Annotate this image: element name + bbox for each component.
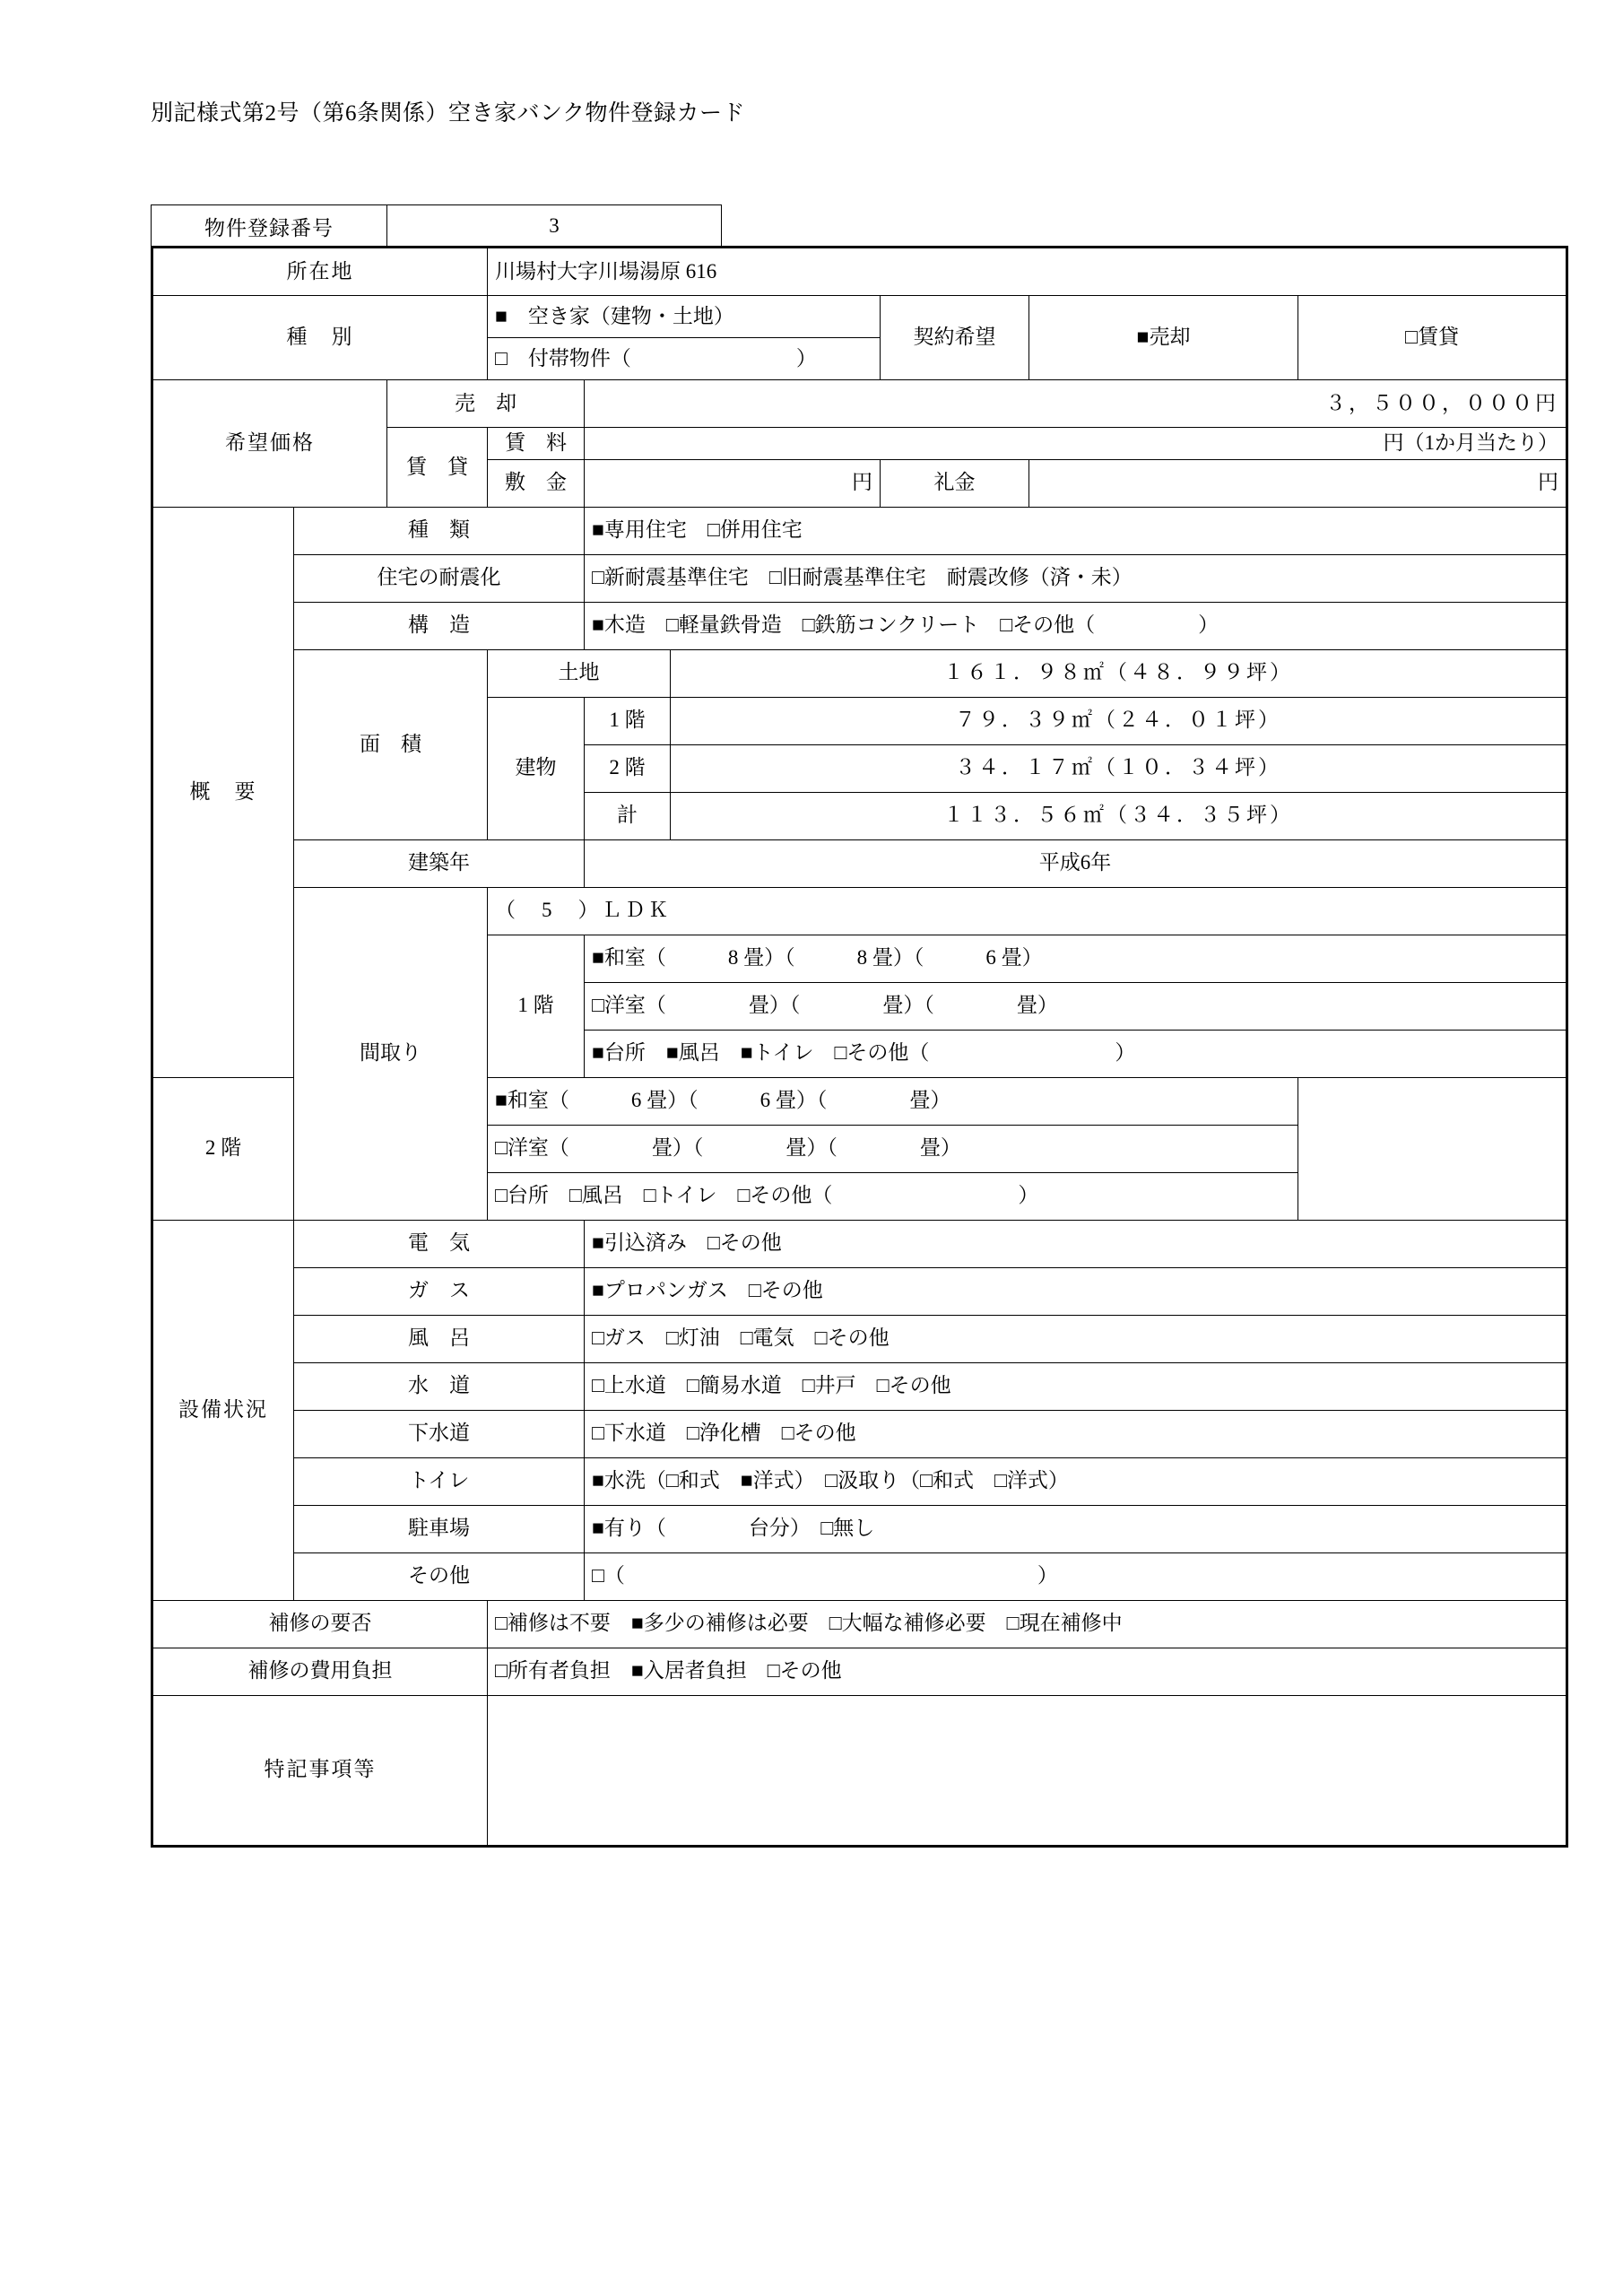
area-total-value: １１３．５６㎡（３４．３５坪）: [671, 792, 1567, 839]
table-row-ldk: [152, 887, 1567, 935]
equipment-item-value[interactable]: □下水道 □浄化槽 □その他: [585, 1410, 1567, 1457]
table-row-address: [152, 248, 1567, 296]
table-row-equipment-7: [152, 1552, 1567, 1600]
key-money-label: 礼金: [881, 459, 1029, 507]
build-year-value: 平成6年: [585, 839, 1567, 887]
equipment-item-value[interactable]: ■引込済み □その他: [585, 1220, 1567, 1267]
equipment-item-label: 水 道: [294, 1362, 585, 1410]
area-floor1-value: ７９．３９㎡（２４．０１坪）: [671, 697, 1567, 744]
floor2-western-rooms[interactable]: □洋室（ 畳）（ 畳）（ 畳）: [488, 1125, 1298, 1172]
table-row-price-sale: [152, 380, 1567, 428]
structure-label: 構 造: [294, 602, 585, 649]
equipment-item-value[interactable]: □（ ）: [585, 1552, 1567, 1600]
floor1-western-rooms[interactable]: □洋室（ 畳）（ 畳）（ 畳）: [585, 982, 1567, 1030]
deposit-label: 敷 金: [488, 459, 585, 507]
floor2-facilities[interactable]: □台所 □風呂 □トイレ □その他（ ）: [488, 1172, 1298, 1220]
rent-fee-label: 賃 料: [488, 428, 585, 460]
price-sale-label: 売 却: [387, 380, 585, 428]
table-row-equipment-0: [152, 1220, 1567, 1267]
equipment-item-value[interactable]: ■有り（ 台分） □無し: [585, 1505, 1567, 1552]
table-row-year: [152, 839, 1567, 887]
table-row-repair-need: [152, 1600, 1567, 1648]
type-label: 種 別: [152, 296, 488, 380]
layout-label: 間取り: [294, 887, 488, 1220]
contract-option-sale[interactable]: ■売却: [1029, 296, 1298, 380]
remarks-label: 特記事項等: [152, 1695, 488, 1846]
desired-price-label: 希望価格: [152, 380, 387, 508]
table-row-equipment-3: [152, 1362, 1567, 1410]
repair-need-label: 補修の要否: [152, 1600, 488, 1648]
equipment-item-value[interactable]: □上水道 □簡易水道 □井戸 □その他: [585, 1362, 1567, 1410]
kind-value[interactable]: ■専用住宅 □併用住宅: [585, 507, 1567, 554]
outline-label: 概 要: [152, 507, 294, 1077]
layout-floor2-label: 2 階: [152, 1077, 294, 1220]
build-year-label: 建築年: [294, 839, 585, 887]
equipment-item-value[interactable]: ■プロパンガス □その他: [585, 1267, 1567, 1315]
equipment-item-label: 下水道: [294, 1410, 585, 1457]
contract-option-rent[interactable]: □賃貸: [1298, 296, 1567, 380]
area-label: 面 積: [294, 649, 488, 839]
table-row-repair-cost: [152, 1648, 1567, 1695]
address-label: 所在地: [152, 248, 488, 296]
property-registration-table: [151, 246, 1568, 1848]
registration-number-label: 物件登録番号: [152, 205, 387, 248]
floor1-facilities[interactable]: ■台所 ■風呂 ■トイレ □その他（ ）: [585, 1030, 1567, 1077]
table-row-area-land: [152, 649, 1567, 697]
page-title: 別記様式第2号（第6条関係）空き家バンク物件登録カード: [151, 101, 746, 126]
area-building-label: 建物: [488, 697, 585, 839]
table-row-type: [152, 296, 1567, 338]
deposit-value: 円: [585, 459, 881, 507]
ldk-value: （ 5 ）ＬＤＫ: [488, 887, 1567, 935]
address-value: 川場村大字川場湯原 616: [488, 248, 1567, 296]
equipment-item-label: 風 呂: [294, 1315, 585, 1362]
layout-floor1-label: 1 階: [488, 935, 585, 1077]
area-floor2-value: ３４．１７㎡（１０．３４坪）: [671, 744, 1567, 792]
kind-label: 種 類: [294, 507, 585, 554]
quake-label: 住宅の耐震化: [294, 554, 585, 602]
equipment-label: 設備状況: [152, 1220, 294, 1600]
area-floor2-label: 2 階: [585, 744, 671, 792]
type-option-vacant-house[interactable]: ■ 空き家（建物・土地）: [488, 296, 881, 338]
equipment-item-label: トイレ: [294, 1457, 585, 1505]
key-money-value: 円: [1029, 459, 1567, 507]
equipment-item-label: 駐車場: [294, 1505, 585, 1552]
equipment-item-label: 電 気: [294, 1220, 585, 1267]
table-row-equipment-4: [152, 1410, 1567, 1457]
contract-preference-label: 契約希望: [881, 296, 1029, 380]
repair-need-value[interactable]: □補修は不要 ■多少の補修は必要 □大幅な補修必要 □現在補修中: [488, 1600, 1567, 1648]
repair-cost-value[interactable]: □所有者負担 ■入居者負担 □その他: [488, 1648, 1567, 1695]
area-land-label: 土地: [488, 649, 671, 697]
registration-number-value: 3: [387, 205, 722, 248]
table-row-equipment-1: [152, 1267, 1567, 1315]
equipment-item-label: その他: [294, 1552, 585, 1600]
table-row: [152, 205, 722, 248]
table-row-equipment-2: [152, 1315, 1567, 1362]
table-row-equipment-6: [152, 1505, 1567, 1552]
equipment-item-value[interactable]: ■水洗（□和式 ■洋式） □汲取り（□和式 □洋式）: [585, 1457, 1567, 1505]
equipment-item-value[interactable]: □ガス □灯油 □電気 □その他: [585, 1315, 1567, 1362]
rent-fee-value: 円（1か月当たり）: [585, 428, 1567, 460]
area-total-label: 計: [585, 792, 671, 839]
equipment-item-label: ガ ス: [294, 1267, 585, 1315]
structure-value[interactable]: ■木造 □軽量鉄骨造 □鉄筋コンクリート □その他（ ）: [585, 602, 1567, 649]
price-rent-label: 賃 貸: [387, 428, 488, 508]
area-land-value: １６１．９８㎡（４８．９９坪）: [671, 649, 1567, 697]
table-row-equipment-5: [152, 1457, 1567, 1505]
table-row-kind: [152, 507, 1567, 554]
type-option-附帯物件[interactable]: □ 付帯物件（ ）: [488, 338, 881, 380]
price-sale-value: ３，５００，０００円: [585, 380, 1567, 428]
area-floor1-label: 1 階: [585, 697, 671, 744]
quake-value[interactable]: □新耐震基準住宅 □旧耐震基準住宅 耐震改修（済・未）: [585, 554, 1567, 602]
table-row-quake: [152, 554, 1567, 602]
table-row-structure: [152, 602, 1567, 649]
floor2-japanese-rooms[interactable]: ■和室（ 6 畳）（ 6 畳）（ 畳）: [488, 1077, 1298, 1125]
repair-cost-label: 補修の費用負担: [152, 1648, 488, 1695]
table-row-remarks: [152, 1695, 1567, 1846]
floor1-japanese-rooms[interactable]: ■和室（ 8 畳）（ 8 畳）（ 6 畳）: [585, 935, 1567, 982]
registration-number-table: [151, 204, 722, 248]
remarks-value[interactable]: [488, 1695, 1567, 1846]
